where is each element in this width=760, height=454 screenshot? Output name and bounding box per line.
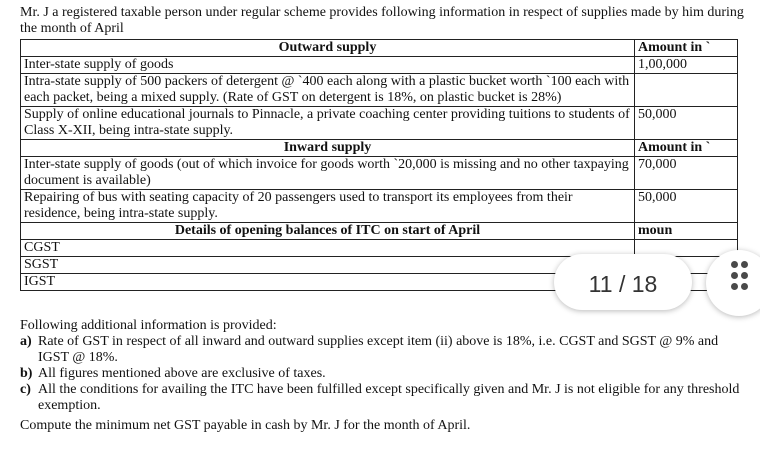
itc-label: SGST	[21, 257, 635, 274]
table-row	[21, 157, 738, 190]
item-text: All the conditions for availing the ITC have been fulfilled except specifically given and Mr. J is not eligible for any threshold exemption.	[38, 382, 740, 413]
question: Compute the minimum net GST payable in cash by Mr. J for the month of April.	[20, 418, 471, 433]
table-row	[21, 107, 738, 140]
row-amount: 1,00,000	[635, 57, 738, 74]
amount-header: moun	[635, 223, 738, 240]
page-indicator-label: 11 / 18	[588, 271, 658, 297]
list-item	[20, 366, 748, 382]
item-marker: a)	[20, 334, 32, 349]
row-description: Inter-state supply of goods	[21, 57, 635, 74]
outward-header: Outward supply	[21, 40, 635, 57]
list-item	[20, 334, 748, 366]
more-dots-icon	[731, 261, 759, 291]
amount-header: Amount in `	[635, 140, 738, 157]
item-marker: c)	[20, 382, 31, 397]
intro-paragraph: Mr. J a registered taxable person under regular scheme provides following information in respect of supplies made by him during the month of April	[20, 5, 744, 36]
item-text: All figures mentioned above are exclusive of taxes.	[38, 366, 326, 381]
page-indicator[interactable]	[554, 254, 692, 310]
row-description: Repairing of bus with seating capacity of 20 passengers used to transport its employees from their residence, being intra-state supply.	[21, 190, 635, 223]
table-row	[21, 57, 738, 74]
additional-info	[20, 318, 748, 434]
inward-header-row	[21, 140, 738, 157]
row-amount: 50,000	[635, 107, 738, 140]
row-description: Intra-state supply of 500 packers of detergent @ `400 each along with a plastic bucket worth `100 each with each packet, being a mixed supply. (Rate of GST on detergent is 18%, on plastic bucket is 28%)	[21, 74, 635, 107]
itc-label: CGST	[21, 240, 635, 257]
list-item	[20, 382, 748, 414]
row-description: Supply of online educational journals to Pinnacle, a private coaching center providing tuitions to students of Class X-XII, being intra-state supply.	[21, 107, 635, 140]
itc-header-row	[21, 223, 738, 240]
itc-header: Details of opening balances of ITC on start of April	[21, 223, 635, 240]
more-options-button[interactable]	[706, 250, 760, 316]
additional-list	[20, 334, 748, 414]
table-row	[21, 190, 738, 223]
additional-heading: Following additional information is provided:	[20, 318, 277, 333]
row-amount: 70,000	[635, 157, 738, 190]
row-description: Inter-state supply of goods (out of which invoice for goods worth `20,000 is missing and no other taxpaying document is available)	[21, 157, 635, 190]
row-amount	[635, 74, 738, 107]
inward-header: Inward supply	[21, 140, 635, 157]
outward-header-row	[21, 40, 738, 57]
itc-label: IGST	[21, 274, 635, 291]
item-marker: b)	[20, 366, 33, 381]
row-amount: 50,000	[635, 190, 738, 223]
amount-header: Amount in `	[635, 40, 738, 57]
table-row	[21, 74, 738, 107]
item-text: Rate of GST in respect of all inward and outward supplies except item (ii) above is 18%, i.e. CGST and SGST @ 9% and IGST @ 18%.	[38, 334, 719, 365]
